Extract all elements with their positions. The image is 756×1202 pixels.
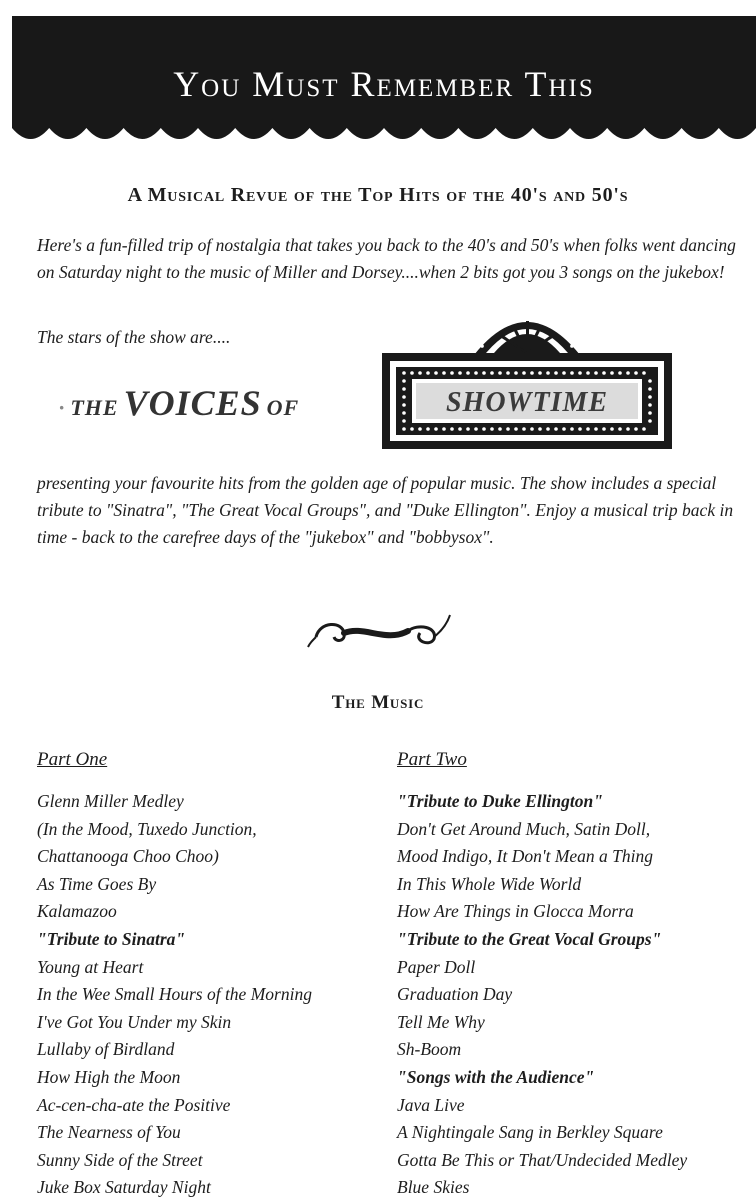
marquee-bulb bbox=[530, 371, 534, 375]
song-item: Graduation Day bbox=[397, 984, 513, 1005]
showtime-marquee-logo bbox=[382, 297, 672, 456]
song-item: Sunny Side of the Street bbox=[37, 1149, 203, 1170]
marquee-bulb bbox=[522, 427, 526, 431]
tribute-heading: "Songs with the Audience" bbox=[397, 1066, 595, 1087]
song-item: I've Got You Under my Skin bbox=[37, 1011, 232, 1032]
song-item: Paper Doll bbox=[397, 956, 476, 977]
marquee-bulb bbox=[402, 387, 406, 391]
marquee-bulb bbox=[594, 371, 598, 375]
song-item: Java Live bbox=[397, 1094, 465, 1115]
marquee-bulb bbox=[618, 427, 622, 431]
song-item: In This Whole Wide World bbox=[397, 873, 582, 894]
marquee-bulb bbox=[490, 371, 494, 375]
marquee-bulb bbox=[434, 427, 438, 431]
tribute-heading: "Tribute to Duke Ellington" bbox=[397, 791, 603, 811]
song-item: Gotta Be This or That/Undecided Medley bbox=[397, 1149, 688, 1170]
scroll-ornament-icon bbox=[304, 607, 454, 657]
marquee-bulb bbox=[594, 427, 598, 431]
marquee-bulb bbox=[402, 395, 406, 399]
marquee-bulb bbox=[418, 371, 422, 375]
page-title: You Must Remember This bbox=[173, 64, 595, 104]
part-one-heading: Part One bbox=[37, 749, 108, 770]
marquee-bulb bbox=[648, 419, 652, 423]
marquee-bulb bbox=[442, 371, 446, 375]
stars-line: The stars of the show are.... bbox=[37, 327, 231, 347]
part-two-heading: Part Two bbox=[397, 749, 467, 770]
song-item: Young at Heart bbox=[37, 956, 144, 977]
marquee-bulb bbox=[538, 371, 542, 375]
marquee-bulb bbox=[402, 419, 406, 423]
song-item: Glenn Miller Medley bbox=[37, 791, 184, 811]
marquee-bulb bbox=[602, 371, 606, 375]
voices-word: VOICES bbox=[123, 383, 262, 423]
marquee-bulb bbox=[525, 313, 528, 316]
marquee-bulb bbox=[474, 371, 478, 375]
song-item: Mood Indigo, It Don't Mean a Thing bbox=[397, 846, 654, 867]
marquee-bulb bbox=[610, 371, 614, 375]
song-item: Lullaby of Birdland bbox=[37, 1039, 175, 1060]
marquee-bulb bbox=[618, 371, 622, 375]
marquee-bulb bbox=[402, 427, 406, 431]
song-item: Tell Me Why bbox=[397, 1011, 485, 1032]
marquee-bulb bbox=[522, 371, 526, 375]
marquee-word: SHOWTIME bbox=[445, 387, 609, 418]
song-item: (In the Mood, Tuxedo Junction, bbox=[37, 818, 257, 839]
marquee-bulb bbox=[634, 427, 638, 431]
song-item: In the Wee Small Hours of the Morning bbox=[37, 984, 312, 1005]
marquee-bulb bbox=[586, 427, 590, 431]
marquee-bulb bbox=[402, 403, 406, 407]
presenting-paragraph: presenting your favourite hits from the golden age of popular music. The show includes a special tribute to "Sinatra", "The Great Vocal Groups", and "Duke Ellington". Enjoy a musical trip back in time - back to the carefree days of the "jukebox" and "bobbysox". bbox=[37, 473, 734, 547]
part-two-column bbox=[397, 748, 752, 1202]
marquee-bulb bbox=[402, 379, 406, 383]
marquee-bulb bbox=[515, 314, 518, 317]
marquee-bulb bbox=[536, 314, 539, 317]
marquee-bulb bbox=[570, 344, 573, 347]
song-item: A Nightingale Sang in Berkley Square bbox=[397, 1122, 663, 1143]
song-item: As Time Goes By bbox=[37, 873, 157, 894]
marquee-bulb bbox=[482, 371, 486, 375]
marquee-bulb bbox=[498, 427, 502, 431]
marquee-bulb bbox=[402, 371, 406, 375]
marquee-bulb bbox=[482, 427, 486, 431]
marquee-bulb bbox=[402, 411, 406, 415]
song-item: How Are Things in Glocca Morra bbox=[397, 901, 634, 922]
intro-paragraph: Here's a fun-filled trip of nostalgia that takes you back to the 40's and 50's when folks went dancing on Saturday night to the music of Miller and Dorsey....when 2 bits got you 3 songs on the jukebox! bbox=[37, 235, 736, 282]
title-banner bbox=[12, 16, 756, 142]
bullet-dot-icon: · bbox=[58, 395, 67, 420]
marquee-bulb bbox=[610, 427, 614, 431]
music-heading: The Music bbox=[331, 692, 425, 713]
marquee-bulb bbox=[562, 427, 566, 431]
voices-the: THE bbox=[70, 395, 119, 420]
marquee-bulb bbox=[426, 371, 430, 375]
marquee-bulb bbox=[474, 427, 478, 431]
marquee-bulb bbox=[489, 328, 492, 331]
song-item: Kalamazoo bbox=[37, 901, 117, 922]
marquee-bulb bbox=[466, 371, 470, 375]
marquee-bulb bbox=[458, 371, 462, 375]
marquee-bulb bbox=[538, 427, 542, 431]
marquee-bulb bbox=[634, 371, 638, 375]
subtitle: A Musical Revue of the Top Hits of the 40's and 50's bbox=[127, 184, 629, 206]
marquee-bulb bbox=[530, 427, 534, 431]
song-item: The Nearness of You bbox=[37, 1122, 181, 1143]
marquee-bulb bbox=[586, 371, 590, 375]
marquee-bulb bbox=[458, 427, 462, 431]
marquee-bulb bbox=[410, 371, 414, 375]
marquee-bulb bbox=[514, 371, 518, 375]
song-item: Don't Get Around Much, Satin Doll, bbox=[397, 818, 651, 839]
marquee-bulb bbox=[648, 379, 652, 383]
tribute-heading: "Tribute to the Great Vocal Groups" bbox=[397, 928, 662, 949]
marquee-bulb bbox=[570, 371, 574, 375]
marquee-bulb bbox=[578, 371, 582, 375]
marquee-bulb bbox=[466, 427, 470, 431]
voices-of-heading bbox=[58, 382, 299, 424]
marquee-bulb bbox=[490, 427, 494, 431]
marquee-bulb bbox=[426, 427, 430, 431]
marquee-bulb bbox=[546, 427, 550, 431]
marquee-bulb bbox=[578, 427, 582, 431]
marquee-bulb bbox=[450, 371, 454, 375]
marquee-bulb bbox=[602, 427, 606, 431]
marquee-bulb bbox=[418, 427, 422, 431]
marquee-bulb bbox=[442, 427, 446, 431]
song-item: Sh-Boom bbox=[397, 1039, 462, 1060]
marquee-bulb bbox=[506, 427, 510, 431]
marquee-bulb bbox=[497, 322, 500, 325]
marquee-bulb bbox=[514, 427, 518, 431]
marquee-bulb bbox=[506, 371, 510, 375]
marquee-bulb bbox=[498, 371, 502, 375]
marquee-bulb bbox=[570, 427, 574, 431]
marquee-bulb bbox=[648, 403, 652, 407]
marquee-bulb bbox=[450, 427, 454, 431]
marquee-bulb bbox=[648, 411, 652, 415]
marquee-bulb bbox=[561, 328, 564, 331]
marquee-bulb bbox=[626, 427, 630, 431]
marquee-bulb bbox=[554, 371, 558, 375]
marquee-bulb bbox=[480, 344, 483, 347]
song-item: Juke Box Saturday Night bbox=[37, 1177, 211, 1198]
song-item: Ac-cen-cha-ate the Positive bbox=[37, 1094, 231, 1115]
marquee-bulb bbox=[648, 395, 652, 399]
marquee-bulb bbox=[562, 371, 566, 375]
marquee-bulb bbox=[554, 427, 558, 431]
song-item: Chattanooga Choo Choo) bbox=[37, 846, 219, 867]
marquee-bulb bbox=[434, 371, 438, 375]
marquee-bulb bbox=[484, 336, 487, 339]
voices-of: OF bbox=[266, 395, 300, 420]
marquee-bulb bbox=[410, 427, 414, 431]
marquee-bulb bbox=[546, 371, 550, 375]
part-one-column bbox=[37, 748, 387, 1202]
song-item: How High the Moon bbox=[37, 1066, 181, 1087]
marquee-bulb bbox=[626, 371, 630, 375]
marquee-bulb bbox=[642, 427, 646, 431]
marquee-bulb bbox=[505, 317, 508, 320]
marquee-bulb bbox=[648, 387, 652, 391]
marquee-bulb bbox=[567, 336, 570, 339]
marquee-bulb bbox=[545, 317, 548, 320]
song-item: Blue Skies bbox=[397, 1177, 470, 1198]
tribute-heading: "Tribute to Sinatra" bbox=[37, 928, 186, 949]
marquee-bulb bbox=[642, 371, 646, 375]
marquee-bulb bbox=[554, 322, 557, 325]
